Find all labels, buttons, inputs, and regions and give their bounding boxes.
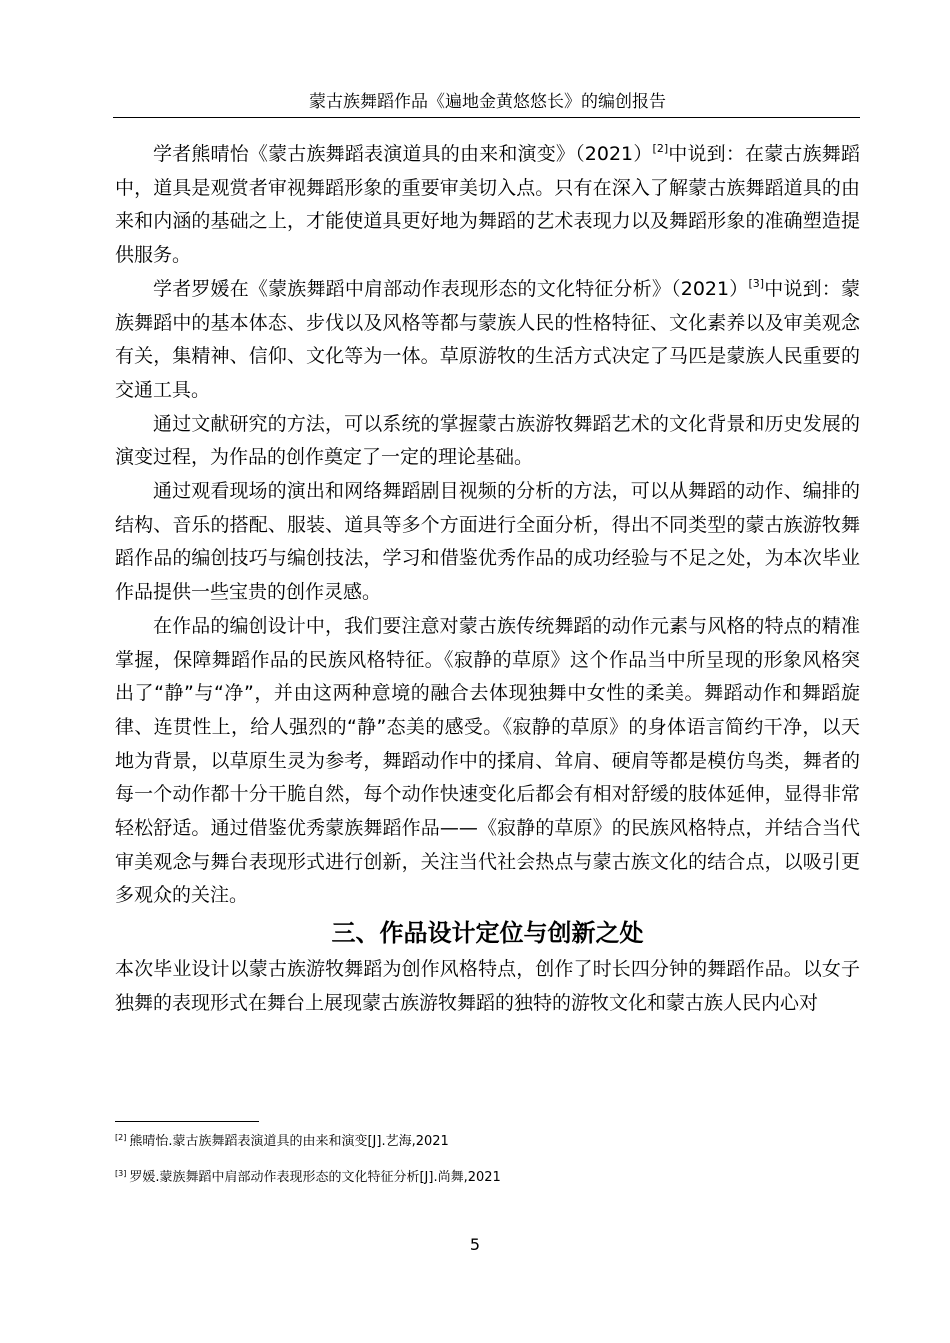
paragraph-text: 中说到：蒙族舞蹈中的基本体态、步伐以及风格等都与蒙族人民的性格特征、文化素养以及审美观念有关，集精神、信仰、文化等为一体。草原游牧的生活方式决定了马匹是蒙族人民重要的交通工具。 (115, 277, 860, 401)
footnote-mark: [2] (115, 1133, 127, 1142)
footnote-rule (115, 1121, 259, 1122)
footnote-3 (115, 1169, 860, 1187)
paragraph-text: 学者罗媛在《蒙族舞蹈中肩部动作表现形态的文化特征分析》（2021） (153, 277, 749, 300)
paragraph-section-intro: 本次毕业设计以蒙古族游牧舞蹈为创作风格特点，创作了时长四分钟的舞蹈作品。以女子独舞的表现形式在舞台上展现蒙古族游牧舞蹈的独特的游牧文化和蒙古族人民内心对 (115, 958, 860, 1014)
header-rule (113, 117, 860, 118)
paragraph-observation-method: 通过观看现场的演出和网络舞蹈剧目视频的分析的方法，可以从舞蹈的动作、编排的结构、音乐的搭配、服装、道具等多个方面进行全面分析，得出不同类型的蒙古族游牧舞蹈作品的编创技巧与编创技法，学习和借鉴优秀作品的成功经验与不足之处，为本次毕业作品提供一些宝贵的创作灵感。 (115, 480, 860, 604)
footnote-text: 熊晴怡.蒙古族舞蹈表演道具的由来和演变[J].艺海,2021 (129, 1134, 449, 1149)
section-heading: 三、作品设计定位与创新之处 (331, 919, 644, 948)
body-text (115, 138, 860, 1021)
citation-ref-3: [3] (748, 276, 765, 290)
paragraph-text: 中说到：在蒙古族舞蹈中，道具是观赏者审视舞蹈形象的重要审美切入点。只有在深入了解蒙古族舞蹈道具的由来和内涵的基础之上，才能使道具更好地为舞蹈的艺术表现力以及舞蹈形象的准确塑造提供服务。 (115, 143, 860, 267)
footnote-mark: [3] (115, 1169, 127, 1178)
footnote-2 (115, 1133, 860, 1151)
paragraph-text: 学者熊晴怡《蒙古族舞蹈表演道具的由来和演变》（2021） (153, 143, 653, 165)
paragraph-design-reference: 在作品的编创设计中，我们要注意对蒙古族传统舞蹈的动作元素与风格的特点的精准掌握，保障舞蹈作品的民族风格特征。《寂静的草原》这个作品当中所呈现的形象风格突出了“静”与“净”，并由这两种意境的融合去体现独舞中女性的柔美。舞蹈动作和舞蹈旋律、连贯性上，给人强烈的“静”态美的感受。《寂静的草原》的身体语言简约干净，以天地为背景，以草原生灵为参考，舞蹈动作中的揉肩、耸肩、硬肩等都是模仿鸟类，舞者的每一个动作都十分干脆自然，每个动作快速变化后都会有相对舒缓的肢体延伸，显得非常轻松舒适。通过借鉴优秀蒙族舞蹈作品——《寂静的草原》的民族风格特点，并结合当代审美观念与舞台表现形式进行创新，关注当代社会热点与蒙古族文化的结合点，以吸引更多观众的关注。 (115, 614, 860, 907)
citation-ref-2: [2] (652, 142, 669, 155)
running-header-title: 蒙古族舞蹈作品《遍地金黄悠悠长》的编创报告 (309, 92, 666, 112)
footnote-text: 罗媛.蒙族舞蹈中肩部动作表现形态的文化特征分析[J].尚舞,2021 (129, 1170, 501, 1185)
paragraph-luo-yuan (115, 273, 860, 408)
paragraph-xiong-qingyi (115, 138, 860, 273)
page-number: 5 (469, 1235, 481, 1254)
paragraph-literature-method: 通过文献研究的方法，可以系统的掌握蒙古族游牧舞蹈艺术的文化背景和历史发展的演变过程，为作品的创作奠定了一定的理论基础。 (115, 412, 860, 469)
